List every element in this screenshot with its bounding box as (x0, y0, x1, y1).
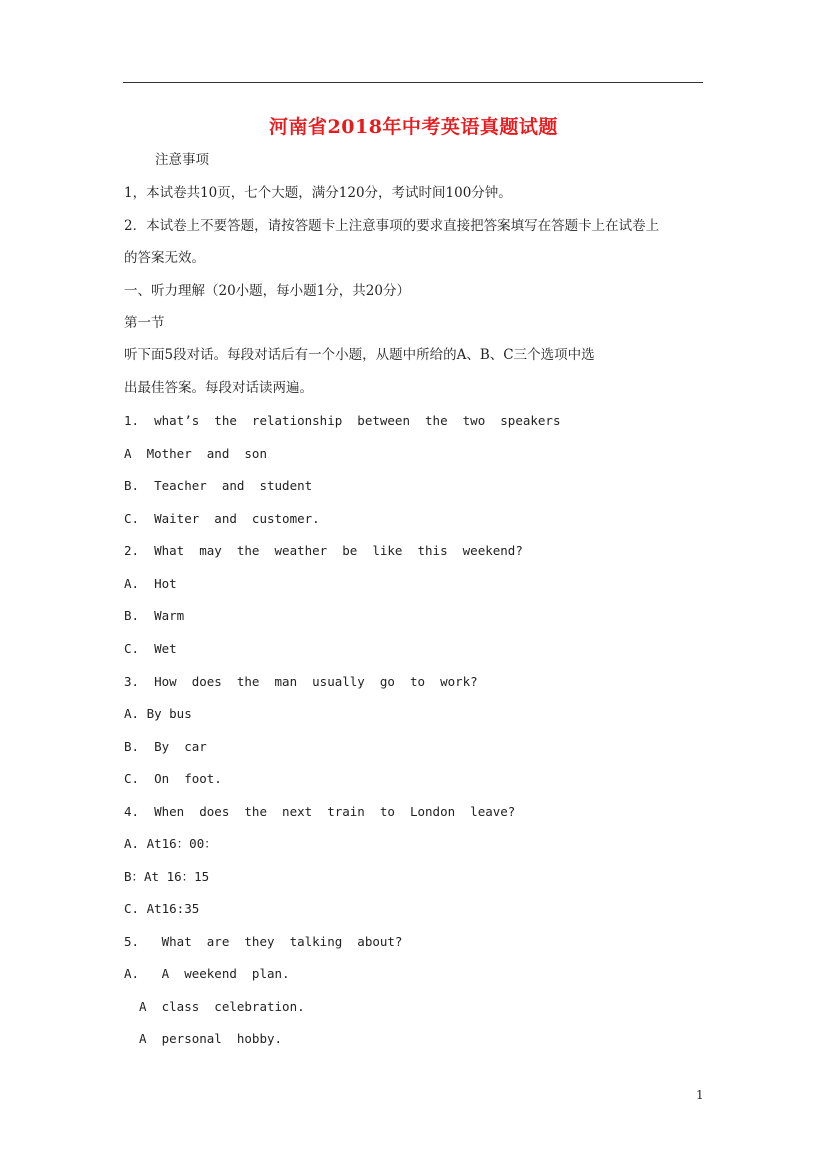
notice-item-2-line-1: 2．本试卷上不要答题，请按答题卡上注意事项的要求直接把答案填写在答题卡上在试卷上 (124, 218, 660, 234)
question-2-option-c: C. Wet (124, 641, 177, 656)
question-1-stem: 1. what’s the relationship between the two speakers (124, 413, 561, 428)
notice-item-2-line-2: 的答案无效。 (124, 250, 205, 266)
notice-heading: 注意事项 (155, 152, 209, 168)
question-5-stem: 5. What are they talking about? (124, 934, 403, 949)
question-1-option-b: B. Teacher and student (124, 478, 313, 493)
question-2-option-b: B. Warm (124, 608, 185, 623)
question-5-option-b: A class celebration. (124, 999, 305, 1014)
question-4-option-b: B：At 16：15 (124, 869, 210, 884)
section-heading: 一、听力理解（20小题，每小题1分，共20分） (124, 283, 410, 299)
page-title: 河南省2018年中考英语真题试题 (269, 116, 558, 138)
question-1-option-a: A Mother and son (124, 446, 267, 461)
question-3-option-a: A. By bus (124, 706, 192, 721)
question-3-option-c: C. On foot. (124, 771, 222, 786)
section-instruction-line-2: 出最佳答案。每段对话读两遍。 (124, 380, 313, 396)
question-3-stem: 3. How does the man usually go to work? (124, 674, 478, 689)
notice-item-1: 1，本试卷共10页，七个大题，满分120分，考试时间100分钟。 (124, 185, 512, 201)
question-5-option-a: A. A weekend plan. (124, 966, 290, 981)
header-rule (123, 82, 703, 83)
section-part: 第一节 (124, 315, 165, 331)
question-5-option-c: A personal hobby. (124, 1031, 283, 1046)
question-4-stem: 4. When does the next train to London leave? (124, 804, 516, 819)
question-4-option-a: A. At16：00： (124, 836, 217, 851)
section-instruction-line-1: 听下面5段对话。每段对话后有一个小题，从题中所给的A、B、C三个选项中选 (124, 347, 595, 363)
question-2-stem: 2. What may the weather be like this weekend? (124, 543, 523, 558)
page-number: 1 (696, 1088, 704, 1102)
question-1-option-c: C. Waiter and customer. (124, 511, 320, 526)
question-4-option-c: C. At16:35 (124, 901, 200, 916)
question-2-option-a: A. Hot (124, 576, 177, 591)
question-3-option-b: B. By car (124, 739, 207, 754)
